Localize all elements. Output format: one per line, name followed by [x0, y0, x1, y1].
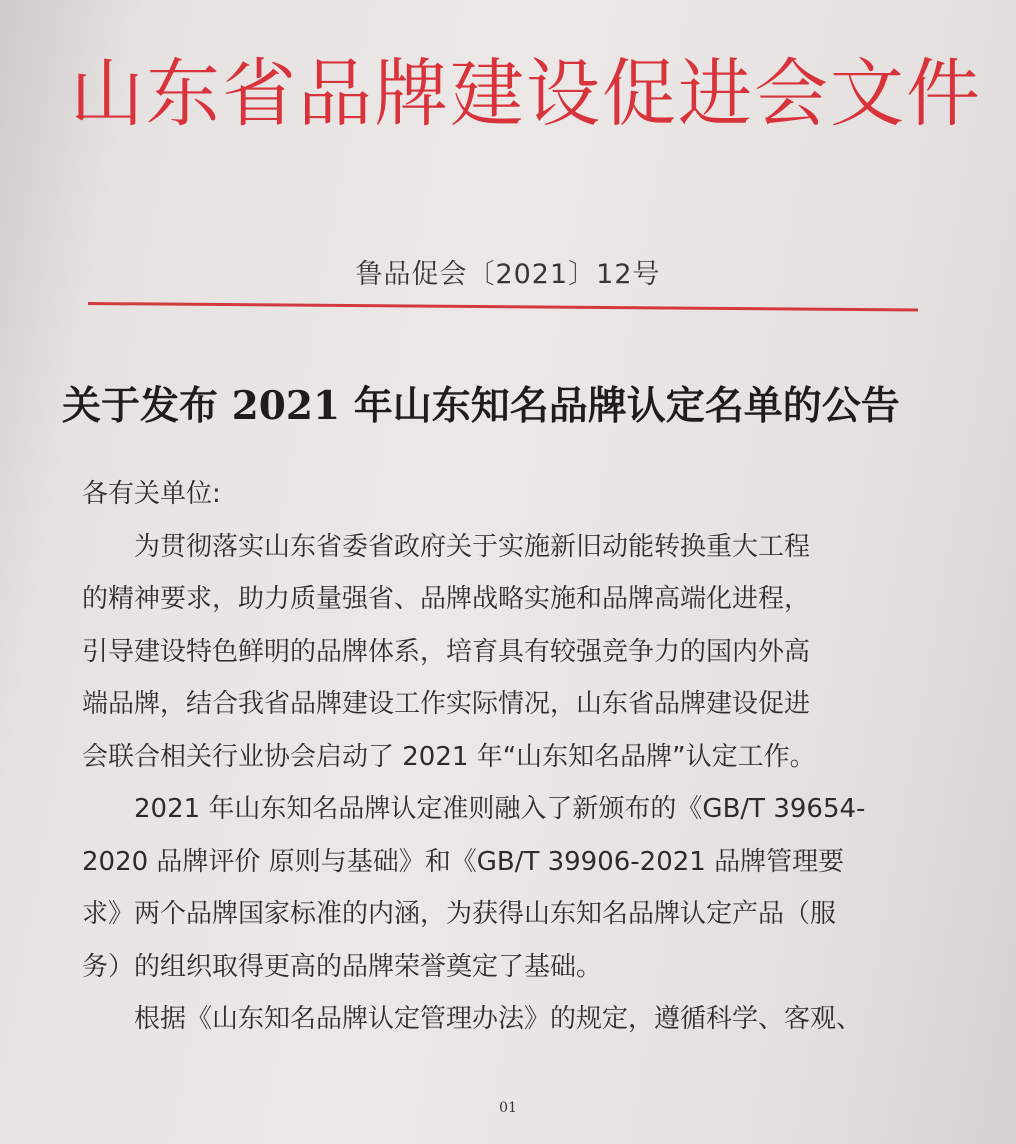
- header-divider-line: [88, 302, 918, 312]
- page-number: 01: [499, 1100, 517, 1116]
- body-line: 的精神要求，助力质量强省、品牌战略实施和品牌高端化进程，: [82, 584, 811, 614]
- body-line: 引导建设特色鲜明的品牌体系，培育具有较强竞争力的国内外高: [82, 636, 811, 667]
- document-body: [82, 468, 922, 1046]
- body-line: 为贯彻落实山东省委省政府关于实施新旧动能转换重大工程: [134, 531, 811, 562]
- body-line: 务）的组织取得更高的品牌荣誉奠定了基础。: [82, 951, 603, 982]
- issuer-header-title: 山东省品牌建设促进会文件: [70, 51, 982, 137]
- body-line: 求》两个品牌国家标准的内涵，为获得山东知名品牌认定产品（服: [82, 899, 837, 929]
- body-line: 2021 年山东知名品牌认定准则融入了新颁布的《GB/T 39654-: [134, 794, 866, 824]
- body-line: 根据《山东知名品牌认定管理办法》的规定，遵循科学、客观、: [134, 1004, 863, 1034]
- document-number: 鲁品促会〔2021〕12号: [355, 259, 661, 290]
- body-line: 会联合相关行业协会启动了 2021 年“山东知名品牌”认定工作。: [82, 741, 816, 772]
- salutation: 各有关单位:: [82, 479, 221, 509]
- body-line: 2020 品牌评价 原则与基础》和《GB/T 39906-2021 品牌管理要: [82, 846, 845, 877]
- announcement-title: 关于发布 2021 年山东知名品牌认定名单的公告: [62, 383, 900, 429]
- body-line: 端品牌，结合我省品牌建设工作实际情况，山东省品牌建设促进: [82, 689, 811, 719]
